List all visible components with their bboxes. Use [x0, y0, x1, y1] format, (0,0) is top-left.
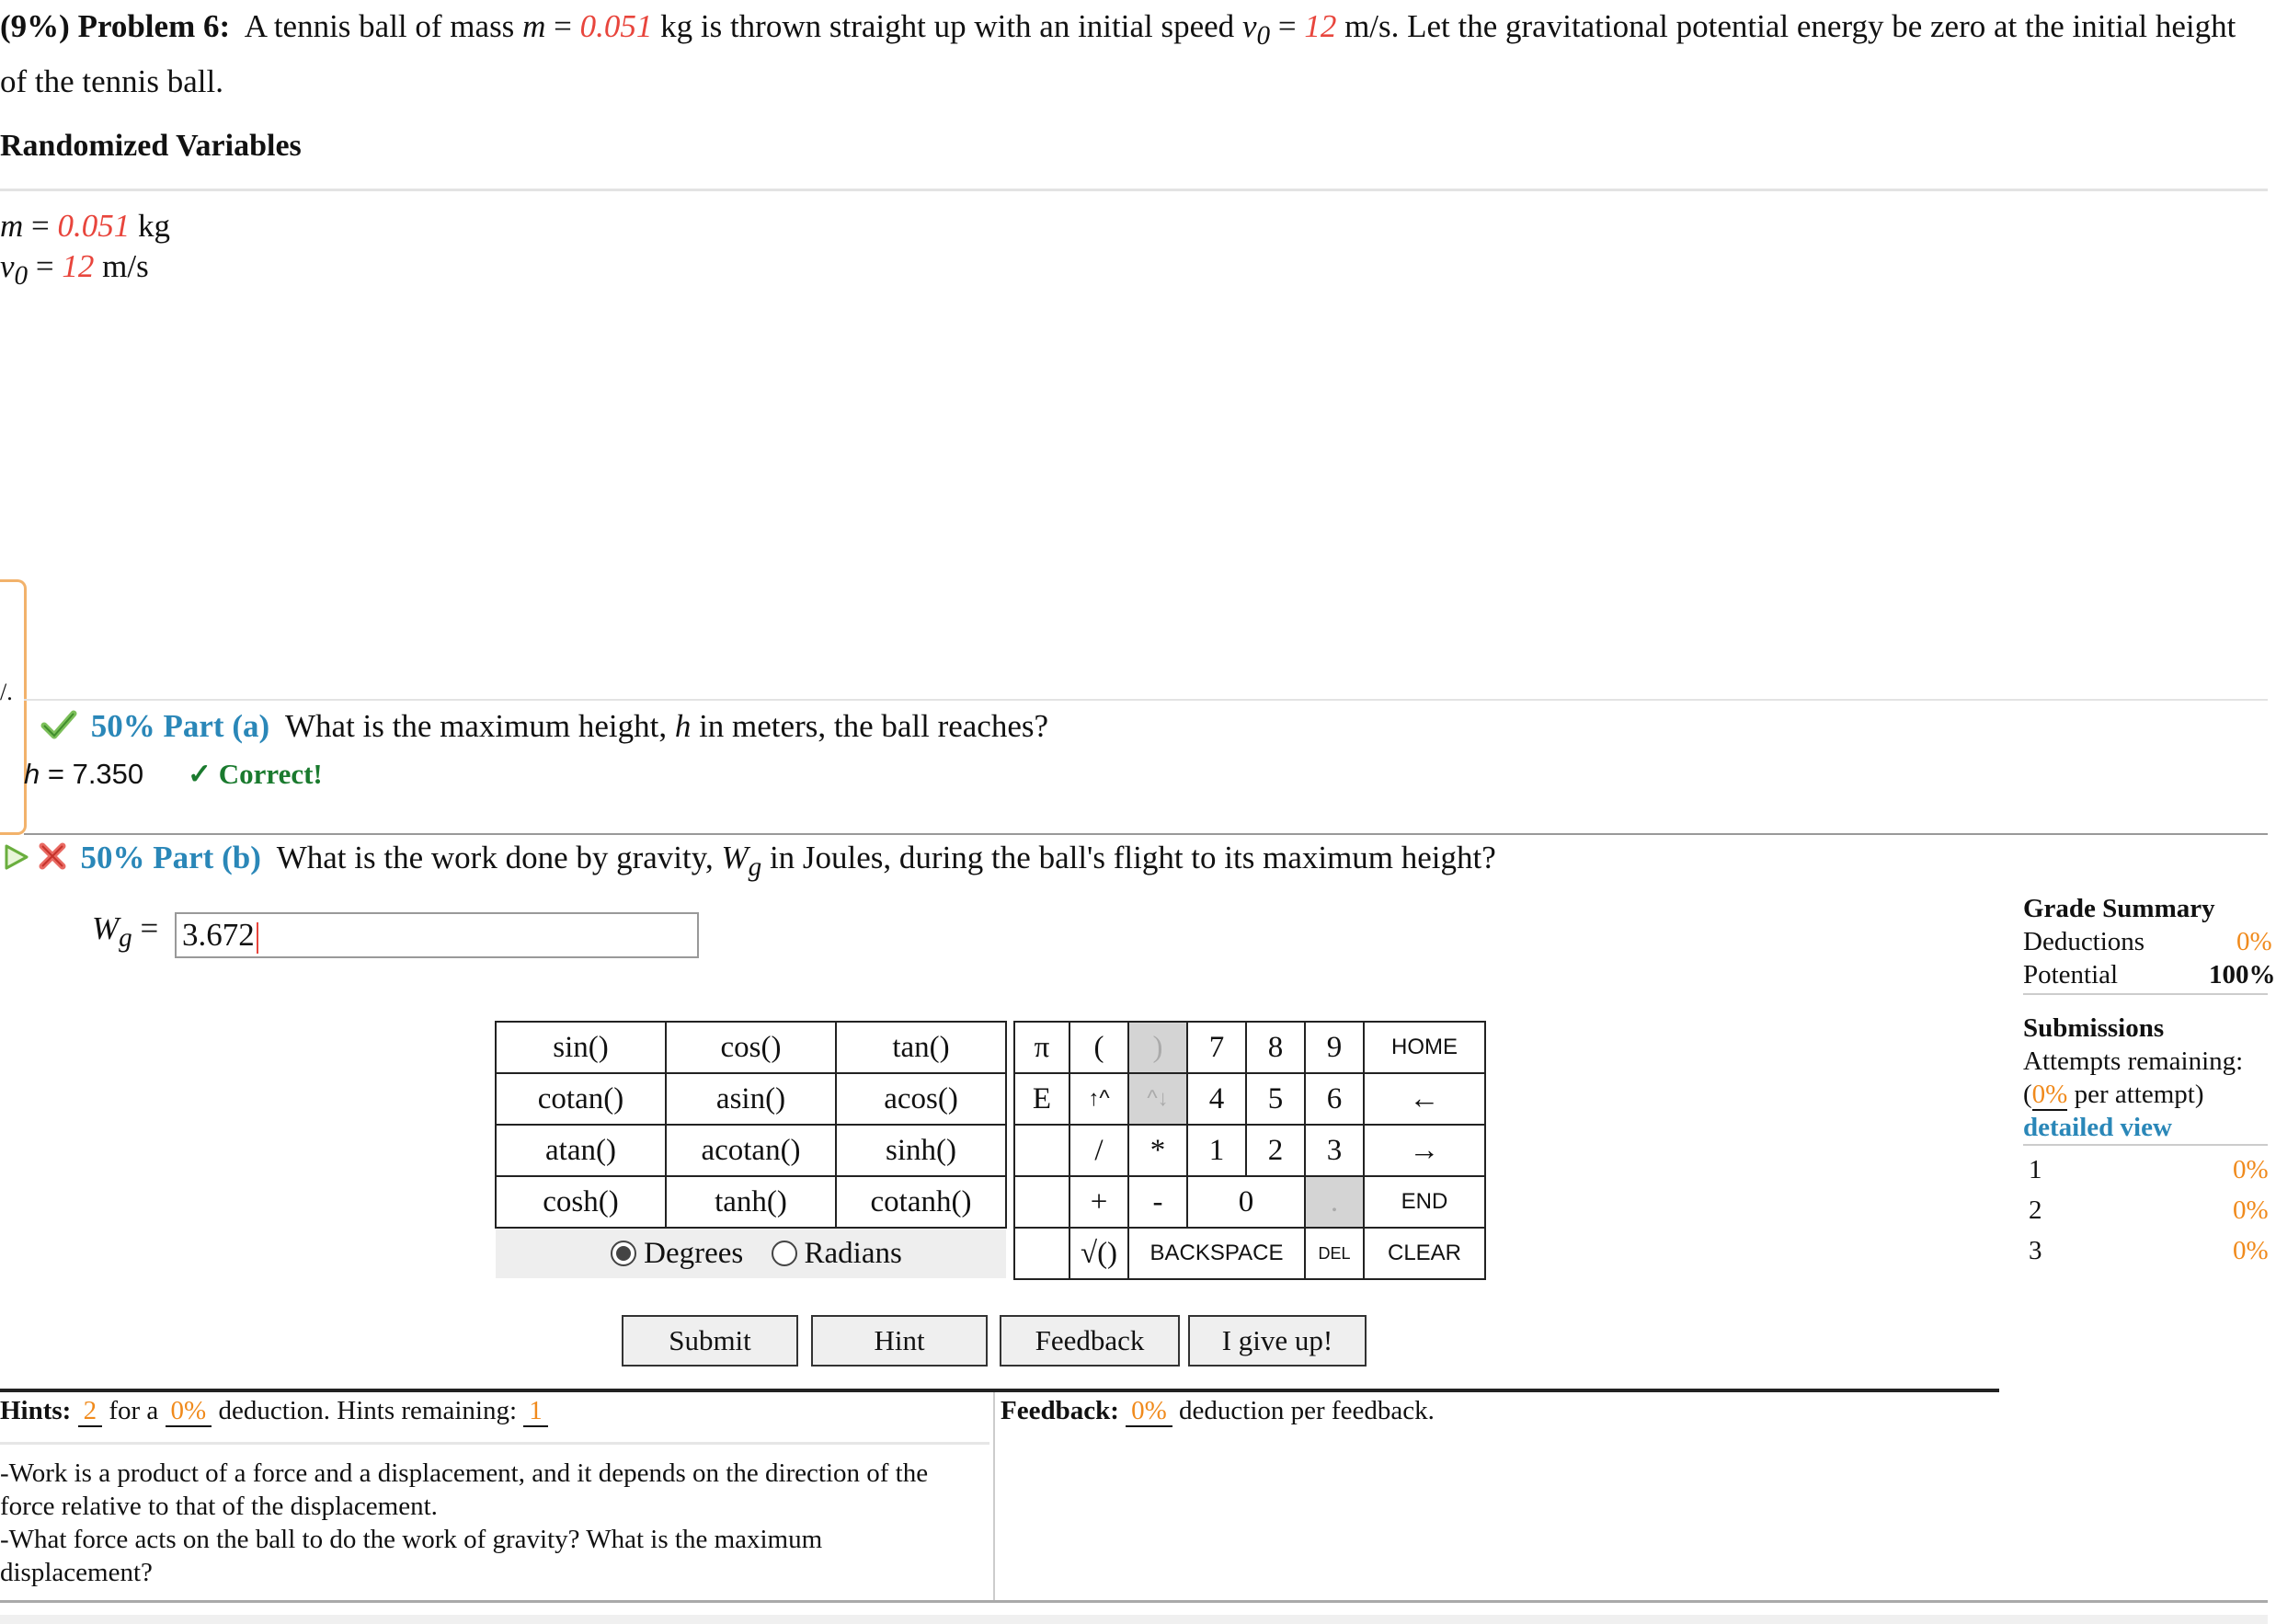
- key-acos[interactable]: acos(): [836, 1073, 1006, 1125]
- hints-for-a: for a: [109, 1396, 159, 1425]
- part-a-percent: 50% Part (a): [90, 708, 270, 744]
- mass-unit: kg: [130, 208, 171, 244]
- key-8[interactable]: 8: [1246, 1022, 1305, 1073]
- feedback-deduction: 0%: [1126, 1396, 1172, 1427]
- deductions-row: [2023, 925, 2272, 958]
- work-subscript: g: [748, 852, 762, 882]
- feedback-text: deduction per feedback.: [1179, 1396, 1435, 1425]
- part-a-answer: [24, 758, 143, 791]
- hints-label: Hints:: [0, 1396, 72, 1425]
- part-b-percent: 50% Part (b): [80, 840, 261, 875]
- angle-mode-selector: [496, 1228, 1006, 1278]
- hints-summary: [0, 1396, 548, 1426]
- key-rparen[interactable]: ): [1128, 1022, 1187, 1073]
- height-symbol: h: [674, 708, 692, 744]
- grade-divider: [2023, 993, 2268, 995]
- feedback-label: Feedback:: [1001, 1396, 1119, 1425]
- play-triangle-icon: [4, 842, 29, 879]
- side-mark-text: /.: [0, 679, 13, 705]
- checkmark-icon: [40, 709, 77, 749]
- key-blank-1: [1014, 1125, 1069, 1176]
- key-9[interactable]: 9: [1305, 1022, 1364, 1073]
- key-cos[interactable]: cos(): [666, 1022, 836, 1073]
- key-3[interactable]: 3: [1305, 1125, 1364, 1176]
- part-a-question-2: in meters, the ball reaches?: [699, 708, 1049, 744]
- hints-deduction-text: deduction. Hints remaining:: [218, 1396, 518, 1425]
- key-cosh[interactable]: cosh(): [496, 1176, 666, 1228]
- incorrect-x-icon: [38, 841, 67, 879]
- key-4[interactable]: 4: [1187, 1073, 1246, 1125]
- grade-summary-title: Grade Summary: [2023, 894, 2215, 923]
- equals-sign-2: =: [1277, 8, 1297, 44]
- randomized-mass: [0, 208, 170, 245]
- hints-deduction: 0%: [166, 1396, 212, 1427]
- key-7[interactable]: 7: [1187, 1022, 1246, 1073]
- key-backspace[interactable]: BACKSPACE: [1128, 1228, 1305, 1279]
- key-5[interactable]: 5: [1246, 1073, 1305, 1125]
- deductions-value: 0%: [2236, 927, 2272, 956]
- hints-count: 2: [78, 1396, 103, 1427]
- key-divide[interactable]: /: [1069, 1125, 1128, 1176]
- key-cotan[interactable]: cotan(): [496, 1073, 666, 1125]
- problem-statement: [0, 4, 2253, 105]
- work-subscript: g: [119, 923, 132, 953]
- key-e[interactable]: E: [1014, 1073, 1069, 1125]
- column-divider: [993, 1392, 995, 1600]
- key-asin[interactable]: asin(): [666, 1073, 836, 1125]
- attempt-row: [2023, 1190, 2268, 1230]
- per-attempt-text: per attempt): [2067, 1080, 2204, 1109]
- key-home[interactable]: HOME: [1364, 1022, 1485, 1073]
- answer-label: [92, 910, 158, 954]
- function-keypad: [495, 1021, 1007, 1278]
- per-attempt-row: (0% per attempt): [2023, 1080, 2204, 1109]
- answer-equals: =: [132, 910, 159, 946]
- problem-weight: (9%): [0, 8, 70, 44]
- key-multiply[interactable]: *: [1128, 1125, 1187, 1176]
- part-a-divider: [24, 699, 2268, 701]
- key-up[interactable]: ↑^: [1069, 1073, 1128, 1125]
- part-a-answer-value: = 7.350: [40, 758, 144, 790]
- key-sinh[interactable]: sinh(): [836, 1125, 1006, 1176]
- part-b-question-2: in Joules, during the ball's flight to its maximum height?: [769, 840, 1496, 875]
- key-minus[interactable]: -: [1128, 1176, 1187, 1228]
- potential-row: [2023, 958, 2276, 991]
- side-panel-tab[interactable]: [0, 579, 27, 835]
- work-symbol: W: [721, 840, 749, 875]
- key-blank-3: [1014, 1228, 1069, 1279]
- feedback-summary: [1001, 1396, 1435, 1426]
- key-2[interactable]: 2: [1246, 1125, 1305, 1176]
- mass-symbol: m: [522, 8, 546, 44]
- mass-symbol: m: [0, 208, 24, 244]
- hints-remaining: 1: [523, 1396, 548, 1427]
- hint-item: -What force acts on the ball to do the work of gravity? What is the maximum displacement?: [0, 1525, 823, 1587]
- submissions-title: Submissions: [2023, 1013, 2165, 1043]
- grade-summary-panel: [2023, 892, 2276, 1271]
- part-b-divider: [24, 833, 2268, 835]
- bottom-divider: [0, 1600, 2268, 1603]
- key-left-arrow[interactable]: ←: [1364, 1073, 1485, 1125]
- key-6[interactable]: 6: [1305, 1073, 1364, 1125]
- part-b-header: [4, 840, 1496, 883]
- part-a-question-1: What is the maximum height,: [285, 708, 668, 744]
- key-del[interactable]: DEL: [1305, 1228, 1364, 1279]
- speed-symbol: v: [0, 248, 15, 284]
- text-cursor: [257, 922, 258, 954]
- key-end[interactable]: END: [1364, 1176, 1485, 1228]
- attempt-row: [2023, 1230, 2268, 1271]
- correct-status: ✓ Correct!: [188, 758, 323, 790]
- randomized-speed: [0, 248, 149, 292]
- key-sin[interactable]: sin(): [496, 1022, 666, 1073]
- equals-sign: =: [554, 8, 572, 44]
- key-cotanh[interactable]: cotanh(): [836, 1176, 1006, 1228]
- speed-symbol: v: [1241, 8, 1257, 44]
- attempt-value: 0%: [2233, 1195, 2269, 1225]
- key-atan[interactable]: atan(): [496, 1125, 666, 1176]
- detailed-view-link[interactable]: detailed view: [2023, 1111, 2268, 1146]
- key-tan[interactable]: tan(): [836, 1022, 1006, 1073]
- key-0[interactable]: 0: [1187, 1176, 1305, 1228]
- attempt-value: 0%: [2233, 1155, 2269, 1184]
- degrees-label: Degrees: [644, 1236, 744, 1270]
- randomized-variables-title: Randomized Variables: [0, 129, 302, 163]
- divider: [0, 189, 2268, 191]
- problem-mass-unit: kg is thrown straight up with an initial speed: [660, 8, 1235, 44]
- key-down[interactable]: ^↓: [1128, 1073, 1187, 1125]
- radians-radio[interactable]: [772, 1241, 797, 1266]
- key-clear[interactable]: CLEAR: [1364, 1228, 1485, 1279]
- bottom-band: [0, 1615, 2268, 1624]
- answer-input[interactable]: [175, 912, 699, 958]
- equals: =: [28, 248, 63, 284]
- part-a-header: [40, 708, 1048, 749]
- part-b-question-1: What is the work done by gravity,: [276, 840, 714, 875]
- mass-value: 0.051: [579, 8, 653, 44]
- attempt-value: 0%: [2233, 1236, 2269, 1265]
- per-attempt-pct: 0%: [2031, 1080, 2068, 1109]
- hints-separator: [0, 1442, 989, 1445]
- hints-feedback-divider: [0, 1389, 1999, 1392]
- attempt-number: 2: [2029, 1195, 2042, 1225]
- speed-unit: m/s: [94, 248, 149, 284]
- mass-value: 0.051: [57, 208, 131, 244]
- problem-number: Problem 6:: [77, 8, 231, 44]
- hint-list: [0, 1457, 975, 1589]
- radians-label: Radians: [804, 1236, 902, 1270]
- attempts-remaining: Attempts remaining:: [2023, 1046, 2244, 1076]
- feedback-button[interactable]: Feedback: [1000, 1315, 1180, 1367]
- number-keypad: [1013, 1021, 1486, 1280]
- answer-input-value: 3.672: [182, 917, 255, 953]
- key-plus[interactable]: +: [1069, 1176, 1128, 1228]
- hint-item: -Work is a product of a force and a displacement, and it depends on the direction of the force relative to that of the displacement.: [0, 1458, 929, 1521]
- attempt-number: 3: [2029, 1236, 2042, 1265]
- potential-label: Potential: [2023, 960, 2119, 989]
- speed-value: 12: [62, 248, 95, 284]
- equals: =: [23, 208, 58, 244]
- speed-subscript: 0: [14, 261, 29, 291]
- key-tanh[interactable]: tanh(): [666, 1176, 836, 1228]
- key-acotan[interactable]: acotan(): [666, 1125, 836, 1176]
- attempt-row: [2023, 1149, 2268, 1190]
- attempt-number: 1: [2029, 1155, 2042, 1184]
- key-dot[interactable]: .: [1305, 1176, 1364, 1228]
- problem-text-1: A tennis ball of mass: [244, 8, 515, 44]
- height-symbol: h: [24, 758, 40, 790]
- potential-value: 100%: [2209, 960, 2276, 989]
- give-up-button[interactable]: I give up!: [1188, 1315, 1367, 1367]
- degrees-radio[interactable]: [611, 1241, 636, 1266]
- speed-subscript: 0: [1256, 21, 1271, 51]
- speed-value: 12: [1304, 8, 1337, 44]
- hint-button[interactable]: Hint: [811, 1315, 988, 1367]
- key-right-arrow[interactable]: →: [1364, 1125, 1485, 1176]
- problem-text-2: m/s. Let the gravitational potential energy be zero at the initial height of the tennis ball.: [0, 8, 2236, 99]
- key-1[interactable]: 1: [1187, 1125, 1246, 1176]
- key-blank-2: [1014, 1176, 1069, 1228]
- key-lparen[interactable]: (: [1069, 1022, 1128, 1073]
- key-sqrt[interactable]: √(): [1069, 1228, 1128, 1279]
- work-symbol: W: [92, 910, 120, 946]
- deductions-label: Deductions: [2023, 927, 2145, 956]
- key-pi[interactable]: π: [1014, 1022, 1069, 1073]
- submit-button[interactable]: Submit: [622, 1315, 798, 1367]
